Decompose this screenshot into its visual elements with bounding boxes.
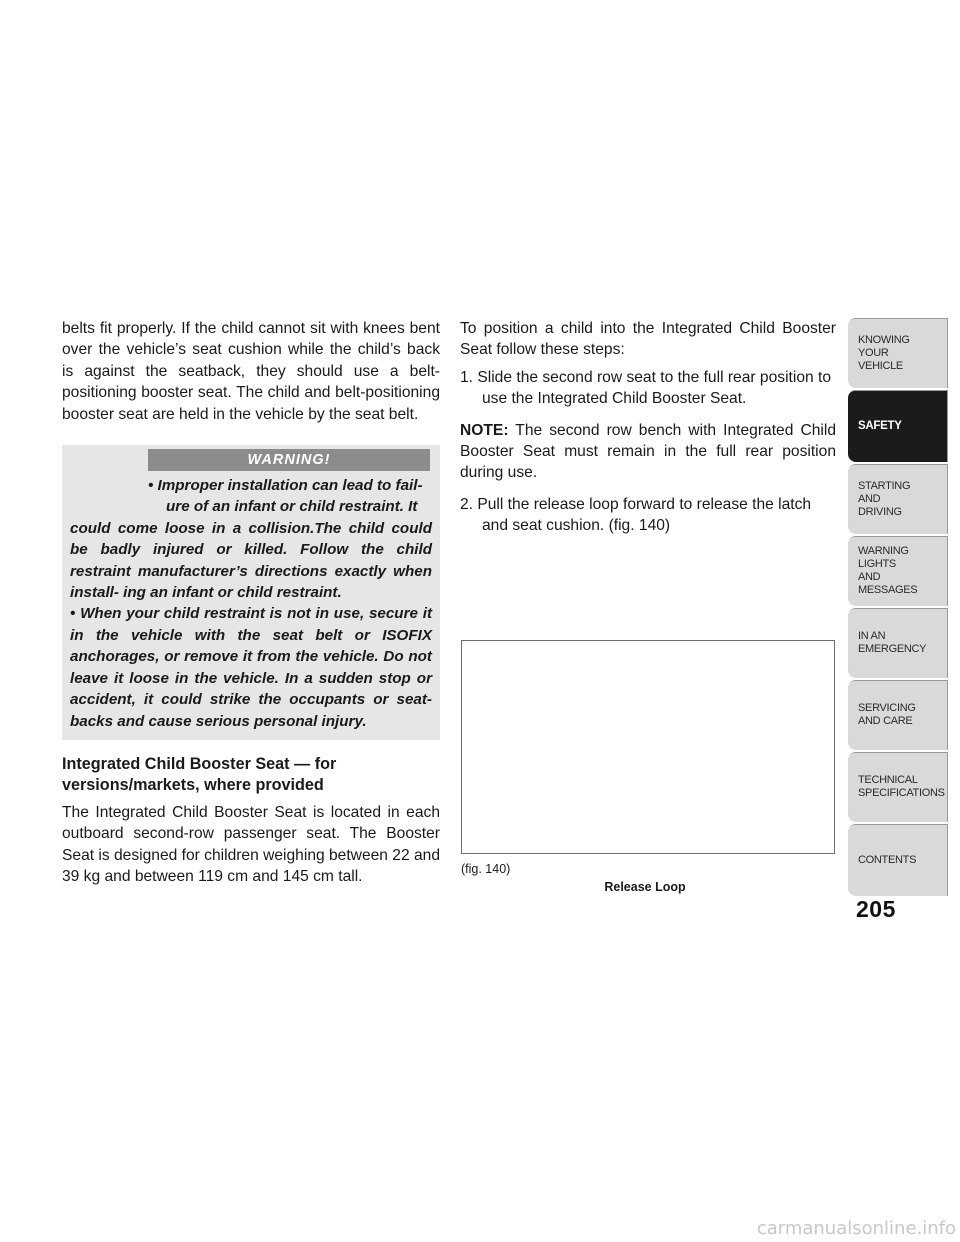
- warning-title: WARNING!: [148, 449, 430, 471]
- tab-label: SAFETY: [858, 419, 902, 432]
- body-paragraph: The Integrated Child Booster Seat is located in each outboard second-row passenger seat. The Booster Seat is designed for children weighing between 22 and 39 kg and between 119 cm and 145 cm tall.: [62, 803, 440, 886]
- warning-item-2: • When your child restraint is not in use, secure it in the vehicle with the seat belt or ISOFIX anchorages, or remove it from the vehicle. Do not leave it loose in the vehicle. In a sudden stop or accident, it could strike the occupants or seat- backs and cause serious personal injury.: [70, 605, 432, 730]
- tab-label: KNOWING YOUR VEHICLE: [858, 333, 910, 372]
- tab-label: TECHNICAL SPECIFICATIONS: [858, 774, 945, 799]
- tab-label: IN AN EMERGENCY: [858, 630, 927, 655]
- tab-label: STARTING AND DRIVING: [858, 479, 911, 518]
- step-2: [460, 494, 836, 537]
- steps-intro: To position a child into the Integrated Child Booster Seat follow these steps:: [460, 320, 836, 359]
- step-1-text: Slide the second row seat to the full rear position to: [473, 368, 832, 386]
- right-column: [460, 318, 836, 537]
- page-number: 205: [856, 896, 896, 922]
- tab-technical-specifications[interactable]: [848, 752, 948, 822]
- warning-item-1-rest: could come loose in a collision.The child could be badly injured or killed. Follow the child restraint manufacturer’s directions exactly when install- ing an infant or child restraint.: [70, 519, 432, 602]
- step-1-number: 1.: [460, 368, 474, 386]
- watermark: carmanualsonline.info: [756, 1218, 956, 1239]
- tab-label: CONTENTS: [858, 853, 917, 866]
- intro-paragraph: belts fit properly. If the child cannot sit with knees bent over the vehicle’s seat cushion while the child’s back is against the seatback, they should use a belt-positioning booster seat. The child and belt-positioning booster seat are held in the vehicle by the seat belt.: [62, 320, 440, 423]
- step-1-continued: use the Integrated Child Booster Seat.: [482, 390, 747, 408]
- tab-safety[interactable]: [848, 390, 948, 462]
- tab-contents[interactable]: [848, 824, 948, 896]
- tab-knowing-your-vehicle[interactable]: [848, 318, 948, 388]
- note-paragraph: [460, 420, 836, 484]
- left-column: [62, 318, 440, 888]
- tab-starting-and-driving[interactable]: [848, 464, 948, 534]
- figure-140-image: [461, 640, 835, 854]
- tab-servicing-and-care[interactable]: [848, 680, 948, 750]
- step-1: [460, 367, 836, 410]
- tab-warning-lights-and-messages[interactable]: [848, 536, 948, 606]
- warning-item-1-line-1: • Improper installation can lead to fail-: [148, 477, 423, 495]
- section-heading: Integrated Child Booster Seat — for versions/markets, where provided: [62, 754, 337, 794]
- figure-caption: Release Loop: [604, 880, 686, 894]
- figure-label: (fig. 140): [461, 862, 511, 876]
- warning-text: [70, 475, 432, 732]
- warning-box: [62, 445, 440, 740]
- step-2-continued: and seat cushion. (fig. 140): [482, 517, 671, 535]
- tab-label: SERVICING AND CARE: [858, 702, 916, 727]
- step-2-text: Pull the release loop forward to release the latch: [473, 495, 812, 513]
- tab-in-an-emergency[interactable]: [848, 608, 948, 678]
- step-2-number: 2.: [460, 495, 474, 513]
- note-label: NOTE:: [460, 421, 509, 439]
- tab-label: WARNING LIGHTS AND MESSAGES: [858, 545, 918, 596]
- warning-item-1-line-2: ure of an infant or child restraint. It: [166, 498, 418, 516]
- note-text: The second row bench with Integrated Child Booster Seat must remain in the full rear position during use.: [460, 421, 836, 482]
